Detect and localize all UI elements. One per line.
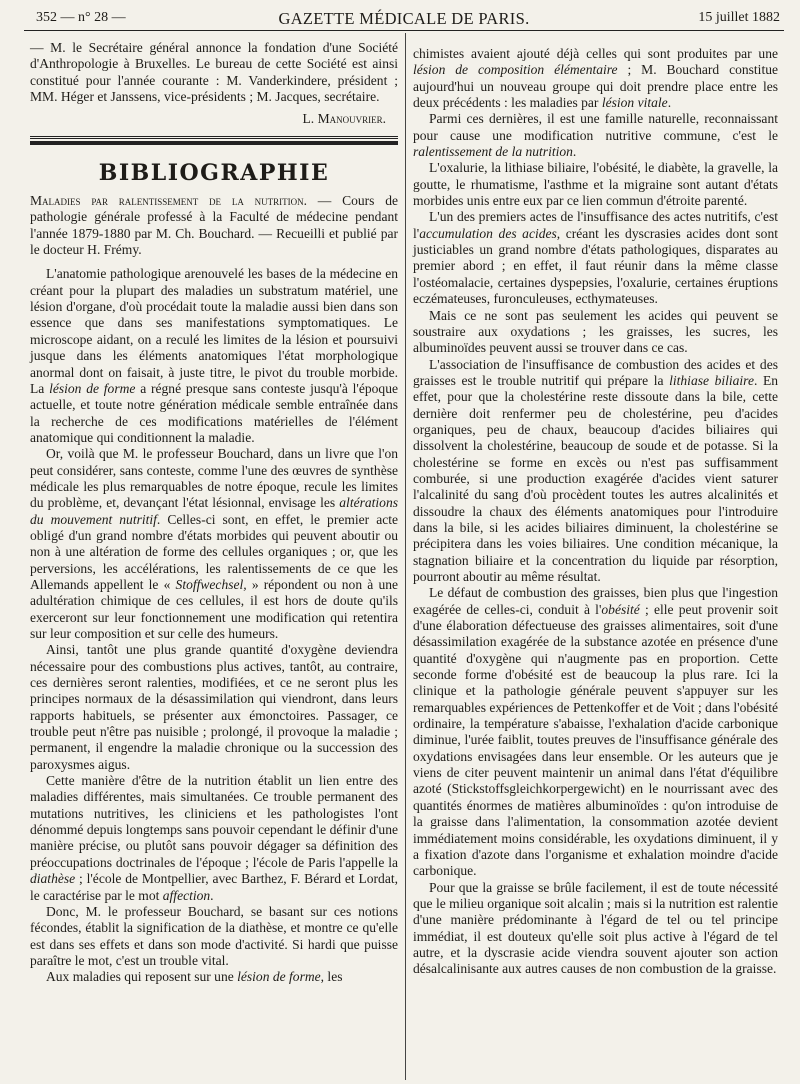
book-details: — Cours de pathologie générale professé à la Faculté de médecine pendant l'année 1879-1880 par M. Ch. Bouchard. — Recueilli et publié par le docteur H. Frémy.	[30, 193, 398, 258]
paragraph: L'anatomie pathologique arenouvelé les bases de la médecine en créant pour la plupart des maladies un substratum matériel, une lésion d'organe, d'où procédait toute la maladie aussi bien dans son essence que dans ses manifestations symptomatiques. Le microscope aidant, on a reculé les limites de la lésion et poursuivi jusque dans les éléments anatomiques l'état morphologique anormal dont on faisait, à juste titre, le pivot du trouble morbide. La lésion de forme a régné presque sans conteste jusqu'à l'époque actuelle, et toute notre génération médicale semble entraînée dans la recherche de ces modifications matérielles de l'élément anatomique qui conditionnent la maladie.	[30, 266, 398, 445]
left-column	[30, 40, 398, 986]
journal-title: GAZETTE MÉDICALE DE PARIS.	[278, 9, 530, 28]
paragraph: Mais ce ne sont pas seulement les acides qui peuvent se soustraire aux oxydations ; les graisses, les sucres, les albuminoïdes peuvent aussi se trouver dans ce cas.	[413, 307, 778, 356]
paragraph: Le défaut de combustion des graisses, bien plus que l'ingestion exagérée de celles-ci, conduit à l'obésité ; elle peut provenir soit d'une élaboration défectueuse des graisses alimentaires, soit d'une désassimilation exagérée de la substance azotée en présence d'une quantité d'oxygène qui n'augmente pas en proportion. Cette seconde forme d'obésité est de beaucoup la plus rare. Ici la clinique et la pathologie générale peuvent s'appuyer sur les remarquables expériences de Pettenkoffer et de Voit ; dans l'obésité ordinaire, la température s'abaisse, l'exhalation d'acide carbonique diminue, l'urée faiblit, toutes preuves de l'insuffisance générale des oxydations envisagées dans leur ensemble. Or les auteurs que je viens de citer peuvent maintenir un animal dans l'état d'équilibre azoté (Stickstoffsgleichkorpergewicht) en le nourrissant avec des quantités énormes de matières albuminoïdes : qu'on introduise de la graisse dans l'alimentation, la consommation azotée devient immédiatement moins considérable, les oxydations diminuent, il y a fixation d'azote dans l'organisme et exhalation moindre d'acide carbonique.	[413, 585, 778, 879]
right-column	[413, 46, 778, 978]
running-header	[24, 8, 784, 31]
section-divider-thick	[30, 141, 398, 145]
paragraph: Aux maladies qui reposent sur une lésion de forme, les	[46, 969, 343, 985]
paragraph: Ainsi, tantôt une plus grande quantité d'oxygène deviendra nécessaire pour des combustions plus actives, tantôt, au contraire, ces dernières seront ralenties, modifiées, et ce ne seront plus les principes normaux de la désassimilation qui viendront, dans leurs rapports habituels, se présenter aux émonctoires. Passager, ce trouble peut n'être pas nuisible ; prolongé, il provoque la maladie ; permanent, il engendre la maladie chronique ou la succession des paroxysmes aigus.	[30, 642, 398, 772]
page-number: 352 — n° 28 —	[36, 10, 126, 25]
paragraph: Or, voilà que M. le professeur Bouchard, dans un livre que l'on peut considérer, sans conteste, comme l'une des œuvres de synthèse médicale les plus remarquables de notre époque, recule les limites du problème, et, devançant l'état lésionnal, envisage les altérations du mouvement nutritif. Celles-ci sont, en effet, le premier acte obligé d'un grand nombre d'états morbides qui peuvent aboutir ou non à une altération de forme des cellules organiques ; or, que les perversions, les accélérations, les ralentissements de ce que les Allemands appellent le « Stoffwechsel, » répondent ou non à une adultération chimique de ces cellules, il est hors de doute qu'ils exerceront sur leur fonctionnement une modification qui retentira sur leur composition et sur celle des humeurs.	[30, 446, 398, 641]
section-divider	[30, 136, 398, 139]
section-title: BIBLIOGRAPHIE	[98, 159, 330, 186]
announcement-paragraph: — M. le Secrétaire général annonce la fondation d'une Société d'Anthropologie à Bruxelles. Le bureau de cette Société est ainsi constitué pour l'année courante : M. Vanderkindere, président ; MM. Héger et Janssens, vice-présidents ; M. Jacques, secrétaire.	[30, 40, 398, 105]
paragraph: Donc, M. le professeur Bouchard, se basant sur ces notions fécondes, établit la signification de la diathèse, et montre ce qu'elle est dans ses effets et dans son mode d'activité. Si hardi que puisse paraître le mot, c'est un trouble vital.	[30, 903, 398, 968]
paragraph: L'oxalurie, la lithiase biliaire, l'obésité, le diabète, la gravelle, la goutte, le rhumatisme, l'asthme et la migraine sont autant d'états morbides unis entre eux par ce lien commun d'étroite parenté.	[413, 160, 778, 209]
paragraph: chimistes avaient ajouté déjà celles qui sont produites par une lésion de composition élémentaire ; M. Bouchard constitue aujourd'hui un nouveau groupe qui doit prendre place entre les deux précédents : les maladies par lésion vitale.	[413, 46, 778, 111]
book-reference	[30, 193, 398, 258]
issue-date: 15 juillet 1882	[698, 10, 780, 25]
column-divider	[405, 33, 406, 1080]
paragraph: Parmi ces dernières, il est une famille naturelle, reconnaissant pour cause une modification nutritive commune, c'est le ralentissement de la nutrition.	[413, 111, 778, 160]
paragraph: L'un des premiers actes de l'insuffisance des actes nutritifs, c'est l'accumulation des acides, créant les dyscrasies acides dont sont justiciables un grand nombre d'états pathologiques, disparates au premier abord ; en effet, il faut réunir dans la même classe l'ostéomalacie, certaines dyspepsies, l'oxalurie, certaines éruptions eczémateuses, furonculeuses, ecthymateuses.	[413, 209, 778, 307]
paragraph: Pour que la graisse se brûle facilement, il est de toute nécessité que le milieu organique soit alcalin ; mais si la nutrition est ralentie d'une manière prédominante à l'égard de tel ou tel principe immédiat, il est douteux qu'elle soit plus active à l'égard de tel autre, et la dyscrasie acide viendra souvent ajouter son action désalcalinisante aux autres causes de non combustion de la graisse.	[413, 879, 778, 977]
paragraph: Cette manière d'être de la nutrition établit un lien entre des maladies différentes, mais simultanées. Ce trouble permanent des mutations nutritives, les cliniciens et les pathologistes l'ont dénommé depuis longtemps sans pouvoir cependant le définir d'une manière précise, ou plutôt sans pouvoir dégager sa définition des préoccupations doctrinales de l'époque ; l'école de Paris l'appelle la diathèse ; l'école de Montpellier, avec Barthez, F. Bérard et Lordat, le caractérise par le mot affection.	[30, 773, 398, 903]
book-title: Maladies par ralentissement de la nutrition.	[30, 193, 307, 209]
paragraph: L'association de l'insuffisance de combustion des acides et des graisses est le trouble nutritif qui prépare la lithiase biliaire. En effet, pour que la cholestérine reste dissoute dans la bile, cette dernière doit renfermer peu de cholestérine, peu d'acides organiques, peu de chaux, beaucoup d'acides biliaires qui dissolvent la cholestérine, beaucoup de soude et de potasse. Si la cholestérine se forme en excès ou n'est pas suffisamment comburée, si une production exagérée d'acides vient saturer l'alcalinité du sang d'où procèdent toutes les autres alcalinités et dissoudre la chaux des éléments anatomiques pour l'introduire dans la bile, si les acides biliaires diminuent, la cholestérine se précipitera dans les voies biliaires. Une condition mécanique, la stagnation biliaire et la concentration du liquide par résorption, pourront aboutir au même résultat.	[413, 356, 778, 584]
signature: L. Manouvrier.	[302, 111, 386, 127]
